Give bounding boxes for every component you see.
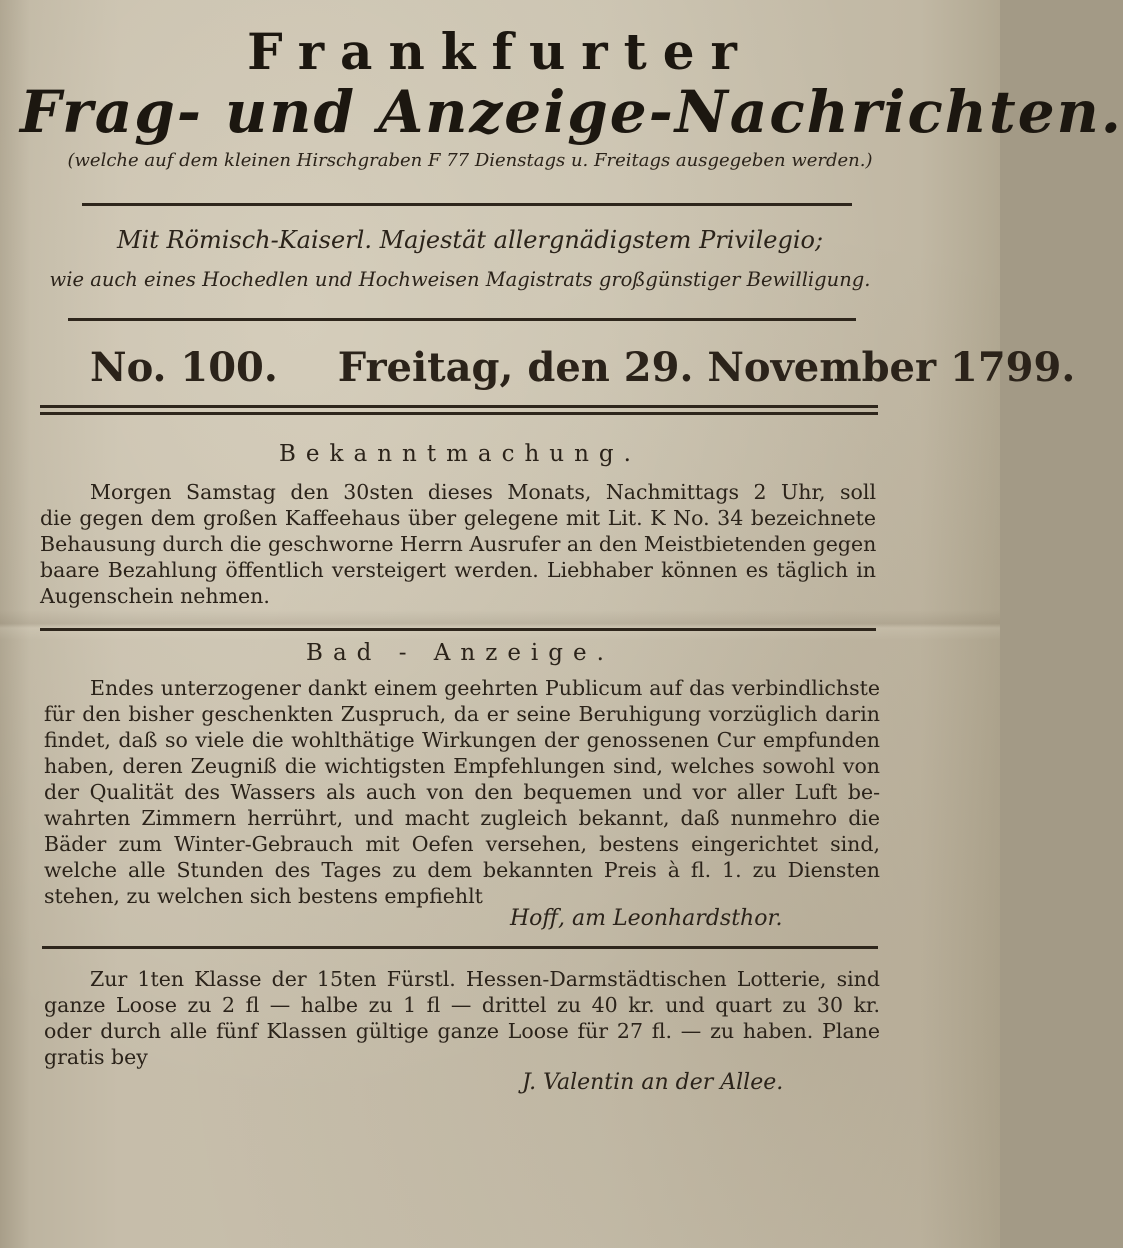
text-line: gratis bey (44, 1045, 148, 1069)
text-line: Morgen Samstag den 30sten dieses Monats, Nachmittags 2 Uhr, soll (90, 480, 876, 504)
masthead-subtitle: (welche auf dem kleinen Hirschgraben F 77 Dienstags u. Freitags ausgegeben werden.) (67, 150, 873, 171)
text-line: welche alle Stunden des Tages zu dem bekannten Preis à fl. 1. zu Diensten (44, 858, 880, 882)
privilege-line2: wie auch eines Hochedlen und Hochweisen Magistrats großgünstiger Bewilligung. (49, 268, 871, 291)
notice3-signature: J. Valentin an der Allee. (522, 1070, 784, 1095)
text-line: Augenschein nehmen. (40, 584, 270, 608)
divider-rule (82, 203, 852, 206)
notice1-body (40, 479, 876, 609)
paper-crease (0, 610, 1000, 640)
divider-rule (68, 318, 856, 321)
text-line: oder durch alle fünf Klassen gültige ganze Loose für 27 fl. — zu haben. Plane (44, 1019, 880, 1043)
text-line: findet, daß so viele die wohlthätige Wirkungen der genossenen Cur empfunden (44, 728, 880, 752)
notice1-title: Bekanntmachung. (279, 441, 641, 467)
divider-rule (42, 946, 878, 949)
text-line: Bäder zum Winter-Gebrauch mit Oefen versehen, bestens eingerichtet sind, (44, 832, 880, 856)
issue-number: No. 100. (90, 344, 278, 391)
notice2-signature: Hoff, am Leonhardsthor. (510, 906, 783, 931)
text-line: stehen, zu welchen sich bestens empfiehlt (44, 884, 483, 908)
text-line: wahrten Zimmern herrührt, und macht zugleich bekannt, daß nunmehro die (44, 806, 880, 830)
privilege-line1: Mit Römisch-Kaiserl. Majestät allergnädigstem Privilegio; (116, 226, 824, 254)
text-line: ganze Loose zu 2 fl — halbe zu 1 fl — drittel zu 40 kr. und quart zu 30 kr. (44, 993, 880, 1017)
masthead-title-line2: Frag- und Anzeige-Nachrichten. (20, 78, 1123, 146)
masthead-title-line1: Frankfurter (247, 22, 753, 81)
text-line: für den bisher geschenkten Zuspruch, da er seine Beruhigung vorzüglich darin (44, 702, 880, 726)
text-line: Behausung durch die geschworne Herrn Ausrufer an den Meistbietenden gegen (40, 532, 877, 556)
text-line: die gegen dem großen Kaffeehaus über gelegene mit Lit. K No. 34 bezeichnete (40, 506, 876, 530)
issue-date: Freitag, den 29. November 1799. (337, 344, 1076, 391)
text-line: baare Bezahlung öffentlich versteigert werden. Liebhaber können es täglich in (40, 558, 876, 582)
notice2-title: Bad - Anzeige. (306, 640, 614, 666)
text-line: Endes unterzogener dankt einem geehrten Publicum auf das verbindlichste (90, 676, 880, 700)
notice3-body (44, 966, 880, 1070)
divider-rule (40, 628, 876, 631)
double-divider-rule (40, 405, 878, 408)
text-line: Zur 1ten Klasse der 15ten Fürstl. Hessen-Darmstädtischen Lotterie, sind (90, 967, 880, 991)
issue-line (90, 344, 1076, 391)
text-line: der Qualität des Wassers als auch von den bequemen und vor aller Luft be- (44, 780, 880, 804)
text-line: haben, deren Zeugniß die wichtigsten Empfehlungen sind, welches sowohl von (44, 754, 880, 778)
notice2-body (44, 675, 880, 909)
